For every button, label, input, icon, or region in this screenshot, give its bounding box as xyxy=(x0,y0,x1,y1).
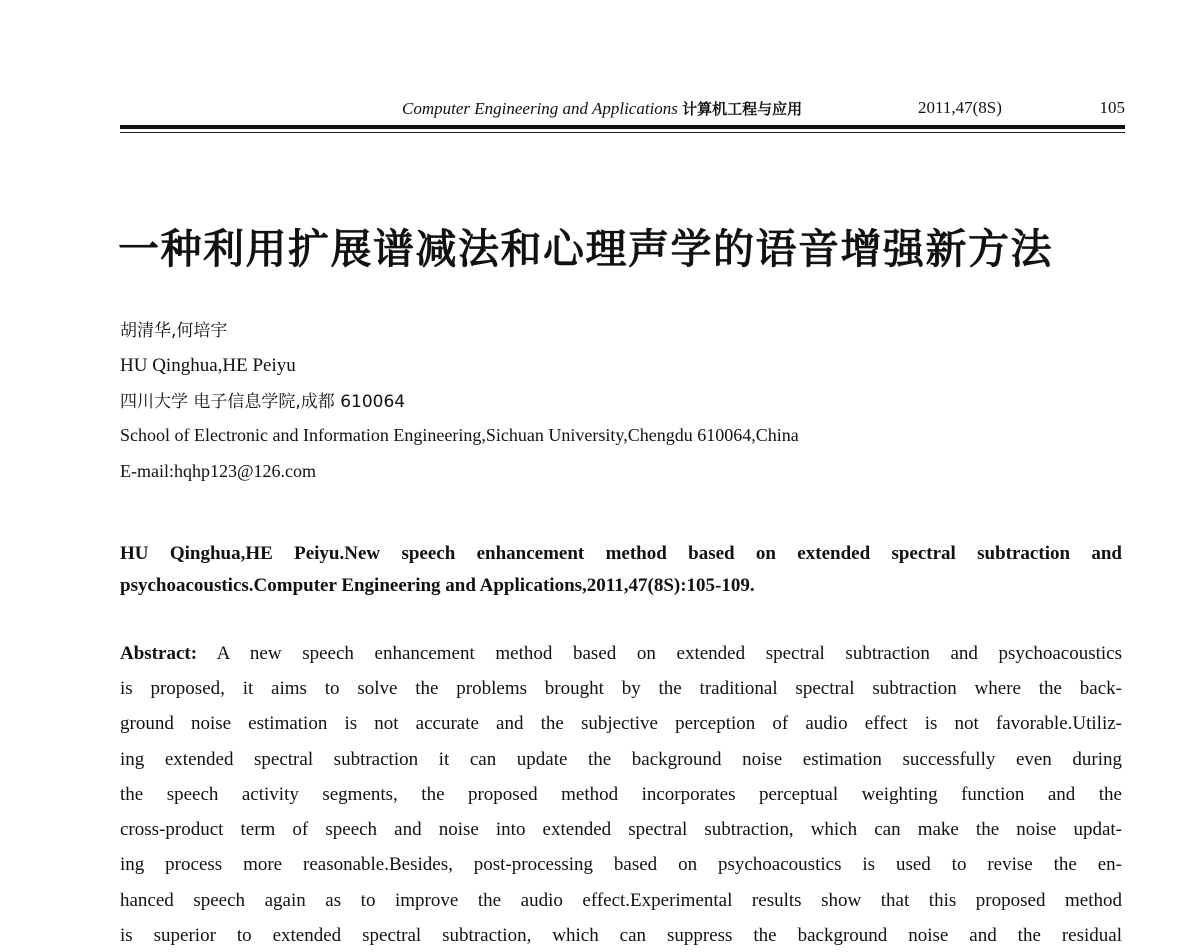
authors-cn: 胡清华,何培宇 xyxy=(120,321,228,341)
abstract-line xyxy=(120,643,1122,665)
abstract-line: the speech activity segments, the proposed method incorporates perceptual weighting function and the xyxy=(120,784,1122,805)
abstract-line: is proposed, it aims to solve the problems brought by the traditional spectral subtraction where the back- xyxy=(120,678,1122,699)
abstract-line: ing process more reasonable.Besides, post-processing based on psychoacoustics is used to revise the en- xyxy=(120,854,1122,875)
running-header xyxy=(120,96,1125,122)
page-number: 105 xyxy=(1099,98,1125,117)
abstract-line: hanced speech again as to improve the audio effect.Experimental results show that this proposed method xyxy=(120,890,1122,911)
abstract-label: Abstract: xyxy=(120,643,198,664)
issue-number: 2011,47(8S) xyxy=(918,98,1002,117)
header-rule-thin xyxy=(120,132,1125,133)
journal-name-en: Computer Engineering and Applications xyxy=(402,99,678,118)
abstract-line: cross-product term of speech and noise into extended spectral subtraction, which can make the noise updat- xyxy=(120,819,1122,840)
abstract-text: A new speech enhancement method based on extended spectral subtraction and psychoacoustics xyxy=(216,643,1123,664)
citation-line: HU Qinghua,HE Peiyu.New speech enhancement method based on extended spectral subtraction and xyxy=(120,543,1122,564)
journal-name-cn: 计算机工程与应用 xyxy=(682,100,803,118)
authors-en: HU Qinghua,HE Peiyu xyxy=(120,355,296,376)
abstract-line: ground noise estimation is not accurate and the subjective perception of audio effect is not favorable.Utiliz- xyxy=(120,713,1122,734)
journal-name xyxy=(402,98,802,119)
header-rule-thick xyxy=(120,125,1125,129)
abstract-line: is superior to extended spectral subtraction, which can suppress the background noise and the residual xyxy=(120,925,1122,946)
email: E-mail:hqhp123@126.com xyxy=(120,461,317,481)
affiliation-en: School of Electronic and Information Engineering,Sichuan University,Chengdu 610064,China xyxy=(120,425,799,445)
abstract-line: ing extended spectral subtraction it can update the background noise estimation successfully even during xyxy=(120,749,1122,770)
affiliation-cn: 四川大学 电子信息学院,成都 610064 xyxy=(120,392,406,412)
paper-title: 一种利用扩展谱减法和心理声学的语音增强新方法 xyxy=(118,225,1053,273)
citation-line: psychoacoustics.Computer Engineering and Applications,2011,47(8S):105-109. xyxy=(120,575,755,596)
